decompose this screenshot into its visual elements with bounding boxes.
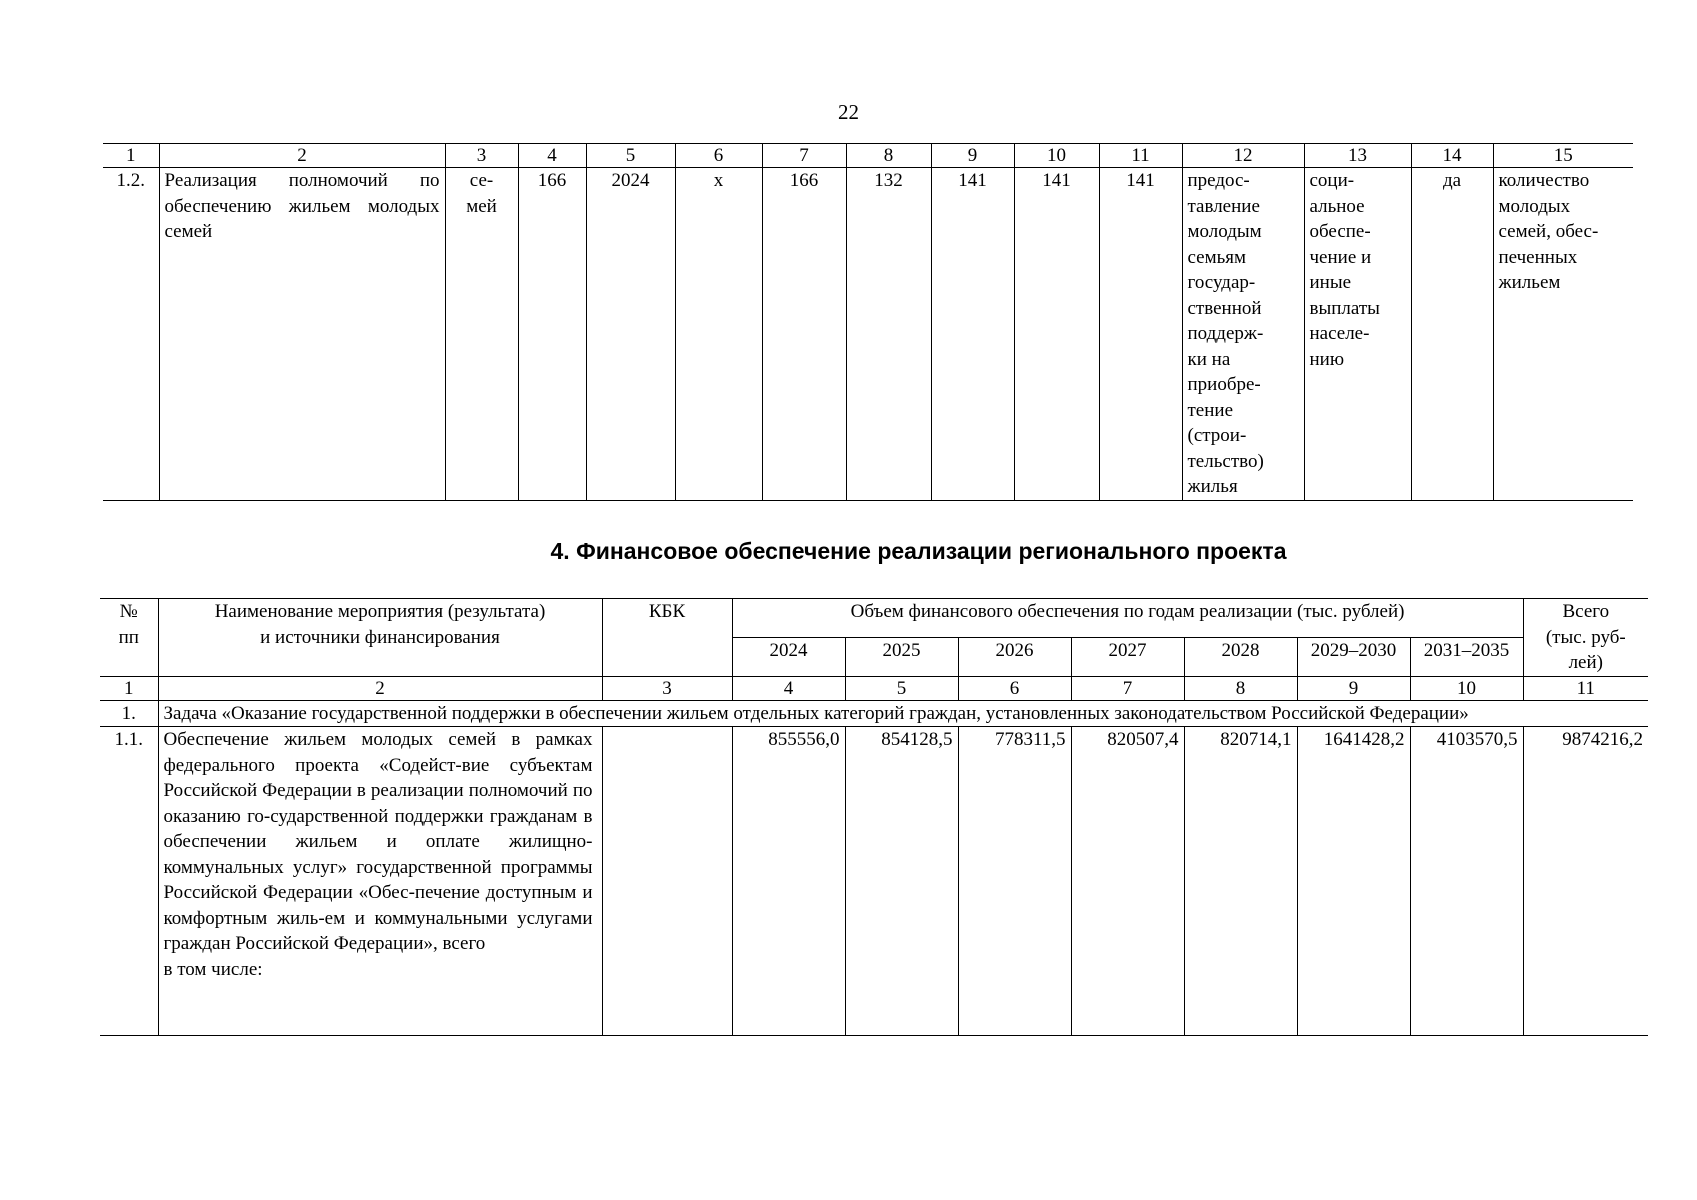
col-number: 10 xyxy=(1410,676,1523,700)
header-total: Всего (тыс. руб- лей) xyxy=(1523,599,1648,677)
row-name-cell xyxy=(158,727,602,1036)
column-numbers-row xyxy=(100,676,1648,700)
indicators-table xyxy=(103,143,1633,501)
header-year: 2025 xyxy=(845,637,958,676)
row-number: 1.1. xyxy=(100,727,158,1036)
col-number: 3 xyxy=(602,676,732,700)
value-2027: 820507,4 xyxy=(1071,727,1184,1036)
header-year: 2031–2035 xyxy=(1410,637,1523,676)
col-number: 3 xyxy=(445,144,518,168)
col-number: 9 xyxy=(931,144,1014,168)
cell-c7: 166 xyxy=(762,168,846,501)
cell-c12: предос- тавление молодым семьям государ- ственной поддерж- ки на приобре- тение (строи- тельство) жилья xyxy=(1182,168,1304,501)
col-number: 7 xyxy=(1071,676,1184,700)
cell-c11: 141 xyxy=(1099,168,1182,501)
row-name-tail: в том числе: xyxy=(163,958,263,980)
row-number: 1.2. xyxy=(103,168,159,501)
cell-c13: соци- альное обеспе- чение и иные выплаты населе- нию xyxy=(1304,168,1411,501)
col-number: 14 xyxy=(1411,144,1493,168)
header-year: 2029–2030 xyxy=(1297,637,1410,676)
cell-c14: да xyxy=(1411,168,1493,501)
value-2024: 855556,0 xyxy=(732,727,845,1036)
cell-c8: 132 xyxy=(846,168,931,501)
col-number: 9 xyxy=(1297,676,1410,700)
header-year: 2026 xyxy=(958,637,1071,676)
col-number: 4 xyxy=(732,676,845,700)
header-year: 2024 xyxy=(732,637,845,676)
col-number: 6 xyxy=(958,676,1071,700)
col-number: 8 xyxy=(1184,676,1297,700)
header-row xyxy=(100,599,1648,638)
col-number: 12 xyxy=(1182,144,1304,168)
col-number: 13 xyxy=(1304,144,1411,168)
value-2025: 854128,5 xyxy=(845,727,958,1036)
unit: се- мей xyxy=(445,168,518,501)
col-number: 10 xyxy=(1014,144,1099,168)
header-kbk: КБК xyxy=(602,599,732,677)
task-row xyxy=(100,700,1648,727)
cell-c10: 141 xyxy=(1014,168,1099,501)
header-year: 2028 xyxy=(1184,637,1297,676)
page-number: 22 xyxy=(838,100,859,124)
cell-c15: количество молодых семей, обес- печенных жильем xyxy=(1493,168,1633,501)
header-year: 2027 xyxy=(1071,637,1184,676)
cell-c6: х xyxy=(675,168,762,501)
col-number: 11 xyxy=(1099,144,1182,168)
value-2026: 778311,5 xyxy=(958,727,1071,1036)
col-number: 4 xyxy=(518,144,586,168)
col-number: 6 xyxy=(675,144,762,168)
value-2031-2035: 4103570,5 xyxy=(1410,727,1523,1036)
financing-table xyxy=(100,598,1648,1036)
col-number: 1 xyxy=(103,144,159,168)
header-volume: Объем финансового обеспечения по годам реализации (тыс. рублей) xyxy=(732,599,1523,638)
col-number: 15 xyxy=(1493,144,1633,168)
col-number: 8 xyxy=(846,144,931,168)
col-number: 2 xyxy=(159,144,445,168)
row-kbk xyxy=(602,727,732,1036)
col-number: 5 xyxy=(586,144,675,168)
table-row xyxy=(100,727,1648,1036)
value-2029-2030: 1641428,2 xyxy=(1297,727,1410,1036)
header-num: № пп xyxy=(100,599,158,677)
col-number: 7 xyxy=(762,144,846,168)
task-text: Задача «Оказание государственной поддержки в обеспечении жильем отдельных категорий граждан, установленных законодательством Российской Федерации» xyxy=(158,700,1648,727)
col-number: 5 xyxy=(845,676,958,700)
header-name: Наименование мероприятия (результата) и источники финансирования xyxy=(158,599,602,677)
value-total: 9874216,2 xyxy=(1523,727,1648,1036)
col-number: 11 xyxy=(1523,676,1648,700)
base-value: 166 xyxy=(518,168,586,501)
col-number: 2 xyxy=(158,676,602,700)
row-name: Реализация полномочий по обеспечению жильем молодых семей xyxy=(159,168,445,501)
column-numbers-row xyxy=(103,144,1633,168)
value-2028: 820714,1 xyxy=(1184,727,1297,1036)
col-number: 1 xyxy=(100,676,158,700)
cell-c9: 141 xyxy=(931,168,1014,501)
task-number: 1. xyxy=(100,700,158,727)
row-name: Обеспечение жильем молодых семей в рамках федерального проекта «Содейст-вие субъектам Российской Федерации в реализации полномочий по оказанию го-сударственной поддержки гражданам в обеспечении жильем и оплате жилищно-коммунальных услуг» государственной программы Российской Федерации «Обес-печение доступным и комфортным жиль-ем и коммунальными услугами граждан Российской Федерации», всего xyxy=(163,729,593,954)
section-title: 4. Финансовое обеспечение реализации регионального проекта xyxy=(550,538,1287,564)
table-row xyxy=(103,168,1633,501)
base-year: 2024 xyxy=(586,168,675,501)
